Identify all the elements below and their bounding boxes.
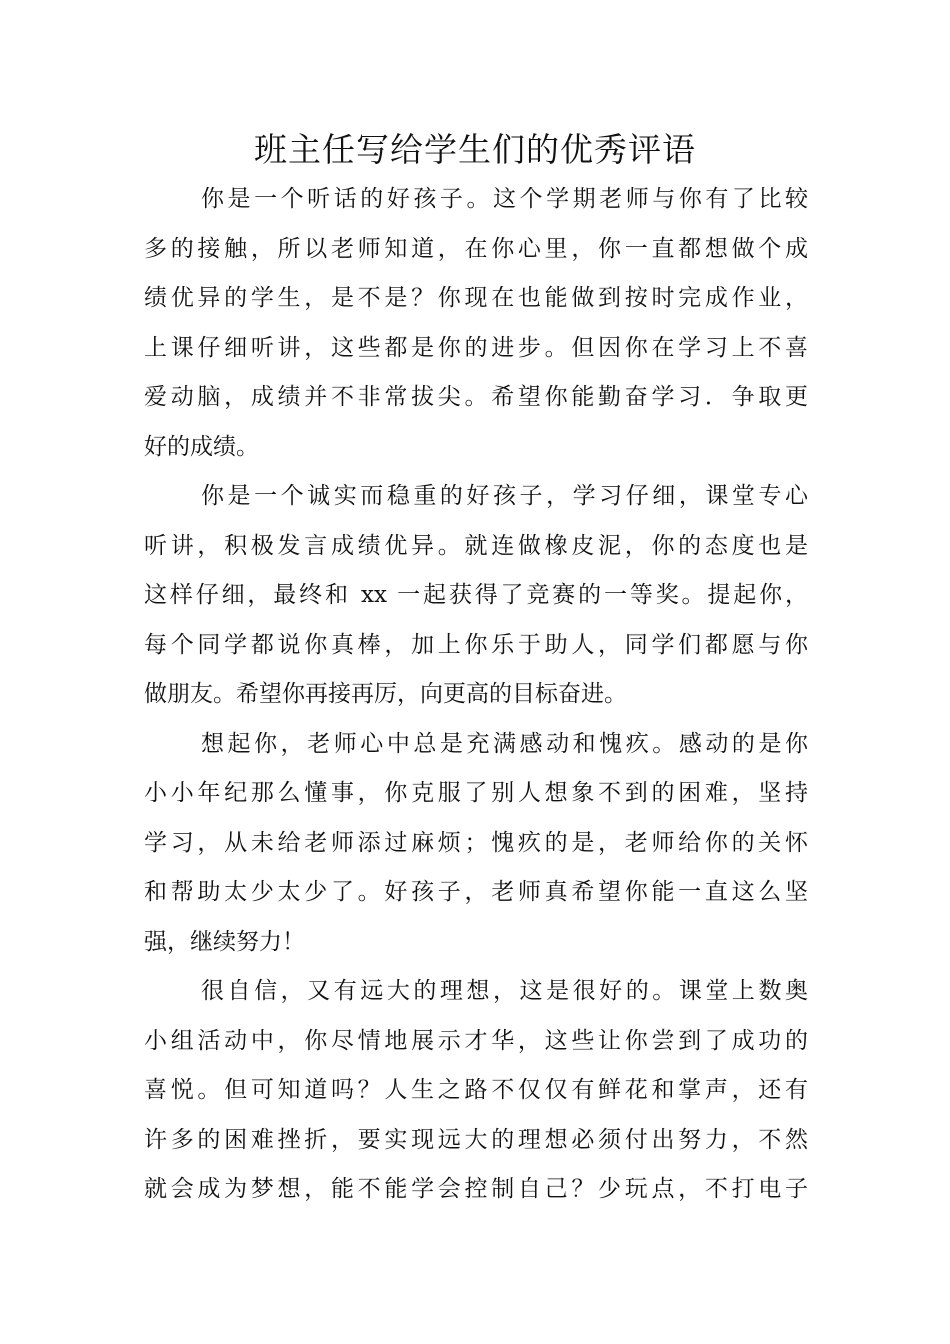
text-line: 和帮助太少太少了。好孩子，老师真希望你能一直这么坚	[144, 879, 808, 905]
text-line: 做朋友。希望你再接再厉，向更高的目标奋进。	[144, 681, 627, 707]
paragraph-4	[144, 967, 808, 1215]
document-body	[144, 175, 808, 1215]
text-line: 每个同学都说你真棒，加上你乐于助人，同学们都愿与你	[144, 631, 808, 658]
page-title: 班主任写给学生们的优秀评语	[254, 130, 696, 169]
paragraph-2	[144, 472, 808, 720]
text-line: 小组活动中，你尽情地展示才华，这些让你尝到了成功的	[144, 1027, 808, 1054]
text-line: 很自信，又有远大的理想，这是很好的。课堂上数奥	[201, 978, 808, 1004]
text-line: 想起你，老师心中总是充满感动和愧疚。感动的是你	[201, 730, 808, 757]
paragraph-3	[144, 720, 808, 968]
text-line: 爱动脑，成绩并不非常拔尖。希望你能勤奋学习．争取更	[144, 384, 808, 410]
text-line: 好的成绩。	[144, 433, 259, 460]
text-line: 上课仔细听讲，这些都是你的进步。但因你在学习上不喜	[144, 334, 808, 361]
text-line: 学习，从未给老师添过麻烦；愧疚的是，老师给你的关怀	[144, 829, 808, 856]
text-line: 你是一个听话的好孩子。这个学期老师与你有了比较	[201, 186, 808, 212]
text-line: 多的接触，所以老师知道，在你心里，你一直都想做个成	[144, 235, 808, 262]
text-line: 就会成为梦想，能不能学会控制自己？少玩点，不打电子	[144, 1176, 808, 1202]
text-line: 强，继续努力！	[144, 928, 305, 955]
text-line: 绩优异的学生，是不是？你现在也能做到按时完成作业，	[144, 285, 808, 311]
text-line: 你是一个诚实而稳重的好孩子，学习仔细，课堂专心	[201, 483, 808, 509]
text-line: 这样仔细，最终和 xx 一起获得了竞赛的一等奖。提起你，	[144, 582, 808, 608]
text-line: 听讲，积极发言成绩优异。就连做橡皮泥，你的态度也是	[144, 532, 808, 559]
text-line: 喜悦。但可知道吗？人生之路不仅仅有鲜花和掌声，还有	[144, 1077, 808, 1103]
paragraph-1	[144, 175, 808, 472]
text-line: 许多的困难挫折，要实现远大的理想必须付出努力，不然	[144, 1126, 808, 1153]
text-line: 小小年纪那么懂事，你克服了别人想象不到的困难，坚持	[144, 780, 808, 806]
